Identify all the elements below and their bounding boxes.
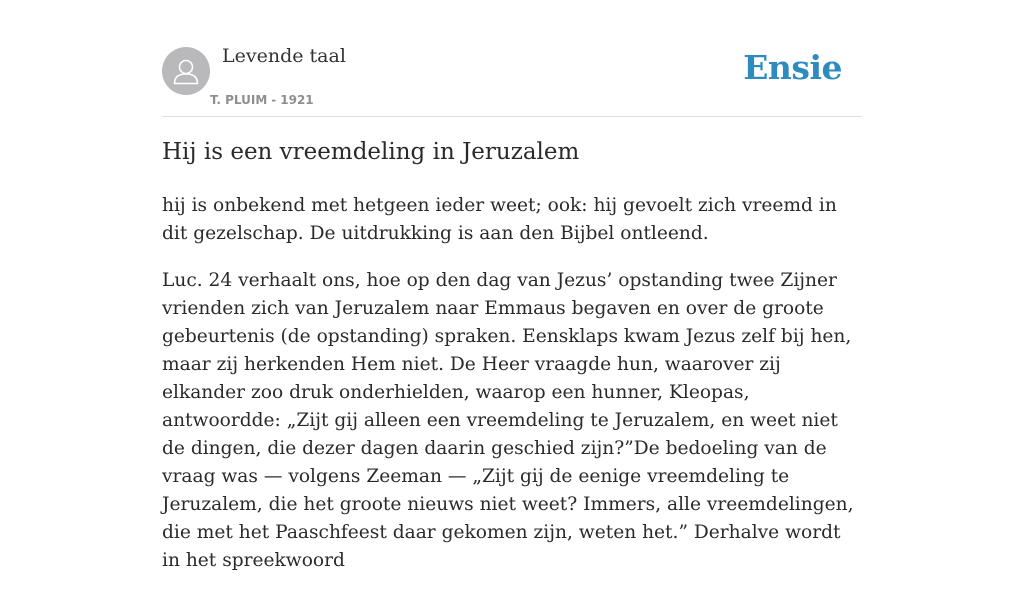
entry-paragraph: Luc. 24 verhaalt ons, hoe op den dag van Jezus’ opstanding twee Zijner vrienden zich van Jeruzalem naar Emmaus begaven en over de groote gebeurtenis (de opstanding) spraken. Eensklaps kwam Jezus zelf bij hen, maar zij herkenden Hem niet. De Heer vraagde hun, waarover zij elkander zoo druk onderhielden, waarop een hunner, Kleopas, antwoordde: „Zijt gij alleen een vreemdeling te Jeruzalem, en weet niet de dingen, die dezer dagen daarin geschied zijn?”De bedoeling van de vraag was — volgens Zeeman — „Zijt gij de eenige vreemdeling te Jeruzalem, die het groote nieuws niet weet? Immers, alle vreemdelingen, die met het Paaschfeest daar gekomen zijn, weten het.” Derhalve wordt in het spreekwoord: [162, 270, 854, 571]
article-container: [162, 0, 862, 571]
publication-year: 1921: [280, 93, 314, 107]
avatar[interactable]: [162, 47, 210, 95]
user-silhouette-icon: [162, 47, 210, 95]
entry-title: Hij is een vreemdeling in Jeruzalem: [162, 139, 580, 165]
byline: [210, 93, 314, 107]
author-name[interactable]: T. PLUIM: [210, 93, 268, 107]
article-header: [162, 0, 862, 117]
ensie-logo[interactable]: Ensie: [743, 48, 842, 87]
entry-body: [162, 192, 862, 594]
entry-paragraph: hij is onbekend met hetgeen ieder weet; ook: hij gevoelt zich vreemd in dit gezelschap. De uitdrukking is aan den Bijbel ontleend.: [162, 195, 837, 244]
byline-separator: -: [271, 93, 277, 107]
source-title[interactable]: Levende taal: [222, 45, 346, 67]
